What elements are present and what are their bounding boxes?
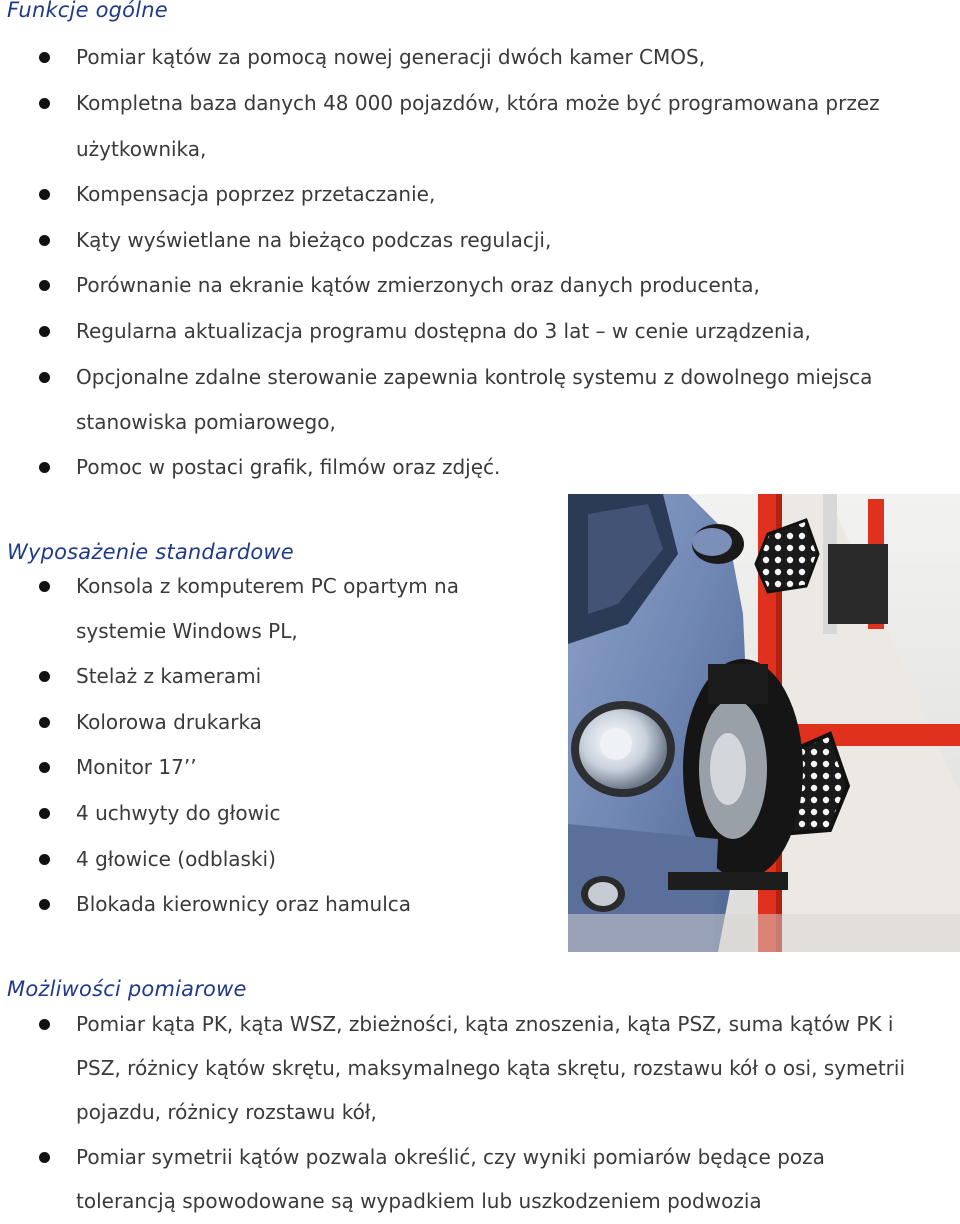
list-item: Pomiar kątów za pomocą nowej generacji dwóch kamer CMOS, [76,45,706,69]
bullet [39,462,50,473]
bullet [39,671,50,682]
list-item: Kolorowa drukarka [76,710,262,734]
bullet [39,280,50,291]
bullet [39,762,50,773]
bullet [39,899,50,910]
list-item: Pomoc w postaci grafik, filmów oraz zdjęć. [76,455,501,479]
list-item: Blokada kierownicy oraz hamulca [76,892,412,916]
bullet [39,326,50,337]
list-item-continuation: użytkownika, [76,137,207,161]
list-item: Regularna aktualizacja programu dostępna do 3 lat – w cenie urządzenia, [76,319,811,343]
bullet [39,372,50,383]
list-item: Konsola z komputerem PC opartym na [76,574,459,598]
list-item: Kąty wyświetlane na bieżąco podczas regulacji, [76,228,552,252]
bullet [39,717,50,728]
list-item-continuation: PSZ, różnicy kątów skrętu, maksymalnego kąta skrętu, rozstawu kół o osi, symetrii [76,1056,906,1080]
bullet [39,1019,50,1030]
list-item: Porównanie na ekranie kątów zmierzonych oraz danych producenta, [76,273,760,297]
bullet [39,581,50,592]
list-item: Monitor 17’’ [76,755,197,779]
bullet [39,189,50,200]
bullet [39,98,50,109]
list-item: Kompletna baza danych 48 000 pojazdów, która może być programowana przez [76,91,880,115]
list-item-continuation: tolerancją spowodowane są wypadkiem lub uszkodzeniem podwozia [76,1189,762,1213]
list-item: 4 głowice (odblaski) [76,847,276,871]
section-title-measurement: Możliwości pomiarowe [7,977,247,1001]
list-item-continuation: pojazdu, różnicy rozstawu kół, [76,1100,377,1124]
car-wheel-alignment-photo [568,494,960,952]
list-item-continuation: systemie Windows PL, [76,619,298,643]
bullet [39,235,50,246]
section-title-general: Funkcje ogólne [7,0,168,22]
list-item-continuation: stanowiska pomiarowego, [76,410,336,434]
list-item: Stelaż z kamerami [76,664,262,688]
bullet [39,854,50,865]
list-item: 4 uchwyty do głowic [76,801,281,825]
list-item: Kompensacja poprzez przetaczanie, [76,182,436,206]
bullet [39,808,50,819]
list-item: Opcjonalne zdalne sterowanie zapewnia kontrolę systemu z dowolnego miejsca [76,365,873,389]
list-item: Pomiar kąta PK, kąta WSZ, zbieżności, kąta znoszenia, kąta PSZ, suma kątów PK i [76,1012,894,1036]
bullet [39,52,50,63]
section-title-standard: Wyposażenie standardowe [7,540,294,564]
bullet [39,1152,50,1163]
list-item: Pomiar symetrii kątów pozwala określić, czy wyniki pomiarów będące poza [76,1145,825,1169]
